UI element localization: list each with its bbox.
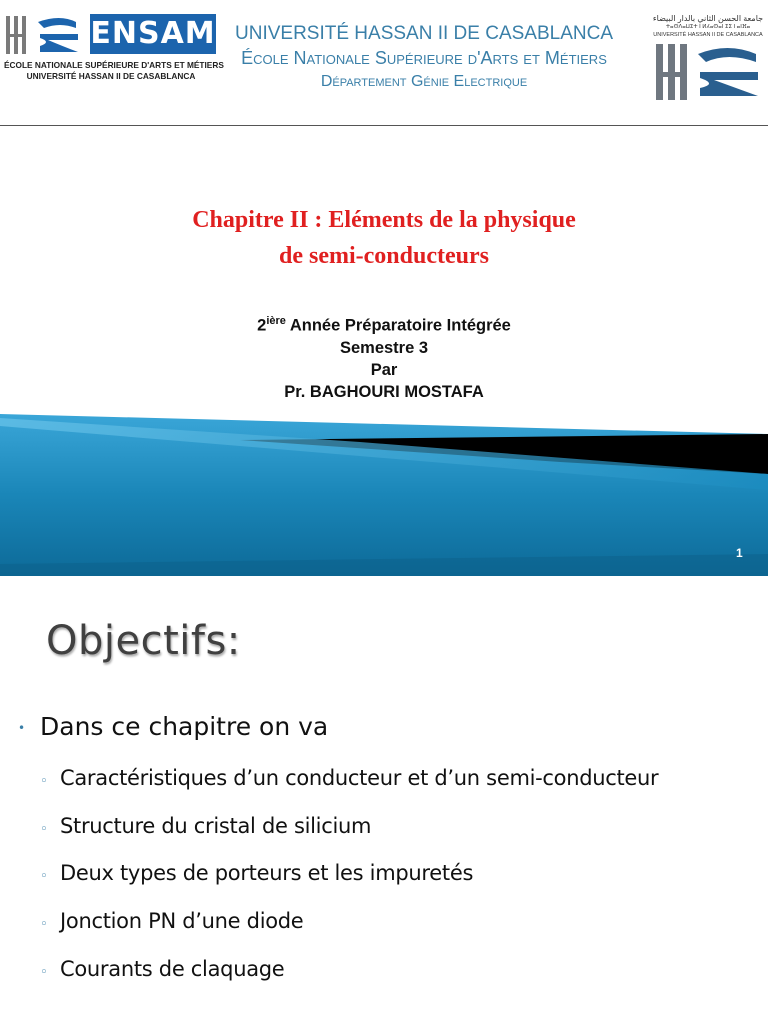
list-item: [40, 957, 284, 981]
objectives-slide: [0, 576, 768, 1024]
objectives-title: Objectifs:: [46, 618, 241, 664]
uh2-emblem-icon: [652, 42, 764, 104]
list-item: [40, 861, 473, 885]
ensam-logo: [4, 8, 224, 81]
page-number: 1: [736, 546, 743, 560]
tifinagh-university-name: ⵜⴰⵙⴷⴰⵡⵉⵜ ⵏ ⵍⵃⴰⵙⴰⵏ ⵉⵉ ⵏ ⴰⵏⴼⴰ: [665, 24, 751, 30]
ensam-caption: ÉCOLE NATIONALE SUPÉRIEURE D'ARTS ET MÉTIERS: [4, 60, 224, 70]
bullet-dot-icon: •: [18, 721, 26, 735]
institution-header: [218, 22, 630, 94]
list-item: [40, 909, 303, 933]
course-info: [40, 310, 728, 403]
by-label: Par: [370, 360, 398, 379]
ensam-brand: ENSAM: [90, 14, 216, 54]
bullet-circle-icon: ◦: [40, 774, 48, 789]
bullet-circle-icon: ◦: [40, 965, 48, 980]
list-item-text: Courants de claquage: [60, 957, 285, 981]
intro-bullet: [18, 712, 328, 741]
list-item: [40, 766, 658, 790]
bullet-circle-icon: ◦: [40, 869, 48, 884]
list-item-text: Deux types de porteurs et les impuretés: [60, 861, 474, 885]
bullet-circle-icon: ◦: [40, 917, 48, 932]
bullet-circle-icon: ◦: [40, 822, 48, 837]
arabic-university-name: جامعة الحسن الثاني بالدار البيضاء: [652, 14, 764, 23]
chapter-title: [40, 202, 728, 274]
intro-text: Dans ce chapitre on va: [40, 712, 329, 741]
list-item-text: Jonction PN d’une diode: [60, 909, 304, 933]
department-name: Département Génie Electrique: [320, 73, 528, 90]
chapter-title-line2: de semi-conducteurs: [279, 243, 489, 269]
year-suffix: ière: [266, 315, 286, 327]
course-year: [40, 310, 728, 337]
university-logo: [652, 14, 764, 104]
latin-university-name: UNIVERSITÉ HASSAN II DE CASABLANCA: [653, 32, 763, 38]
list-item-text: Caractéristiques d’un conducteur et d’un semi-conducteur: [60, 766, 659, 790]
author-name: Pr. BAGHOURI MOSTAFA: [284, 382, 484, 401]
university-name: UNIVERSITÉ HASSAN II DE CASABLANCA: [235, 23, 613, 44]
decorative-band: [0, 414, 768, 576]
list-item-text: Structure du cristal de silicium: [60, 814, 372, 838]
year-number: 2: [257, 316, 267, 335]
year-label: Année Préparatoire Intégrée: [285, 316, 511, 335]
list-item: [40, 814, 371, 838]
chapter-title-line1: Chapitre II : Eléments de la physique: [192, 207, 576, 233]
semester: Semestre 3: [339, 338, 429, 357]
ensam-caption-university: UNIVERSITÉ HASSAN II DE CASABLANCA: [26, 71, 196, 81]
uh2-logo-icon: [4, 12, 86, 58]
header-divider: [0, 125, 768, 126]
school-name: École Nationale Supérieure d'Arts et Métiers: [241, 48, 607, 68]
